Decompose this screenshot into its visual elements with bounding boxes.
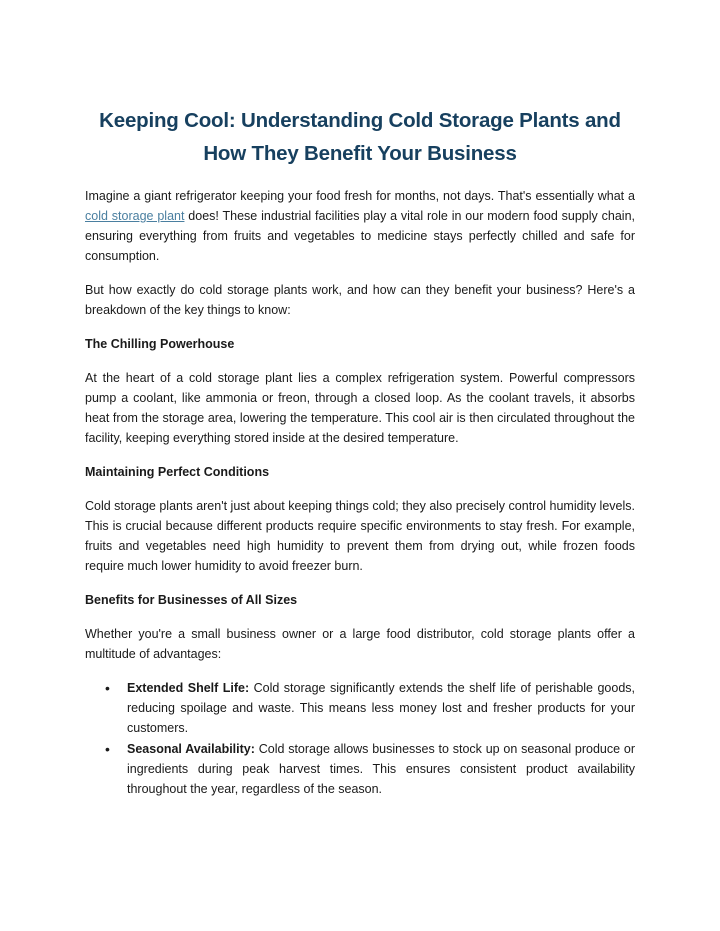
bullet-label: Extended Shelf Life:: [127, 681, 250, 695]
list-item: [85, 739, 635, 799]
document-page: [85, 104, 635, 800]
section-heading-perfect-conditions: Maintaining Perfect Conditions: [85, 465, 270, 479]
benefits-list: [85, 678, 635, 799]
section-body-benefits: Whether you're a small business owner or a large food distributor, cold storage plants offer a multitude of advantages:: [85, 627, 635, 661]
intro-paragraph: [85, 186, 635, 266]
bullet-icon: •: [105, 680, 110, 696]
section-body-chilling-powerhouse: At the heart of a cold storage plant lies a complex refrigeration system. Powerful compressors pump a coolant, like ammonia or freon, through a closed loop. As the coolant travels, it absorbs heat from the storage area, lowering the temperature. This cool air is then circulated throughout the facility, keeping everything stored inside at the desired temperature.: [85, 371, 635, 445]
bullet-label: Seasonal Availability:: [127, 742, 255, 756]
question-paragraph: But how exactly do cold storage plants work, and how can they benefit your business? Here's a breakdown of the key things to know:: [85, 283, 635, 317]
intro-text-before-link: Imagine a giant refrigerator keeping your food fresh for months, not days. That's essentially what a: [85, 189, 635, 203]
cold-storage-plant-link[interactable]: cold storage plant: [85, 209, 185, 223]
section-heading-benefits: Benefits for Businesses of All Sizes: [85, 593, 298, 607]
bullet-text: Cold storage allows businesses to stock up on seasonal produce or ingredients during peak harvest times. This ensures consistent product availability throughout the year, regardless of the season.: [127, 742, 635, 796]
section-body-perfect-conditions: Cold storage plants aren't just about keeping things cold; they also precisely control humidity levels. This is crucial because different products require specific environments to stay fresh. For example, fruits and vegetables need high humidity to prevent them from drying out, while frozen foods require much lower humidity to avoid freezer burn.: [85, 499, 635, 573]
bullet-icon: •: [105, 741, 110, 757]
section-heading-chilling-powerhouse: The Chilling Powerhouse: [85, 337, 235, 351]
bullet-text: Cold storage significantly extends the shelf life of perishable goods, reducing spoilage and waste. This means less money lost and fresher products for your customers.: [127, 681, 636, 735]
list-item: [85, 678, 635, 738]
intro-text-after-link: does! These industrial facilities play a vital role in our modern food supply chain, ensuring everything from fruits and vegetables to medicine stays perfectly chilled and safe for consumption.: [85, 209, 635, 263]
page-title: Keeping Cool: Understanding Cold Storage Plants and How They Benefit Your Business: [99, 109, 621, 165]
